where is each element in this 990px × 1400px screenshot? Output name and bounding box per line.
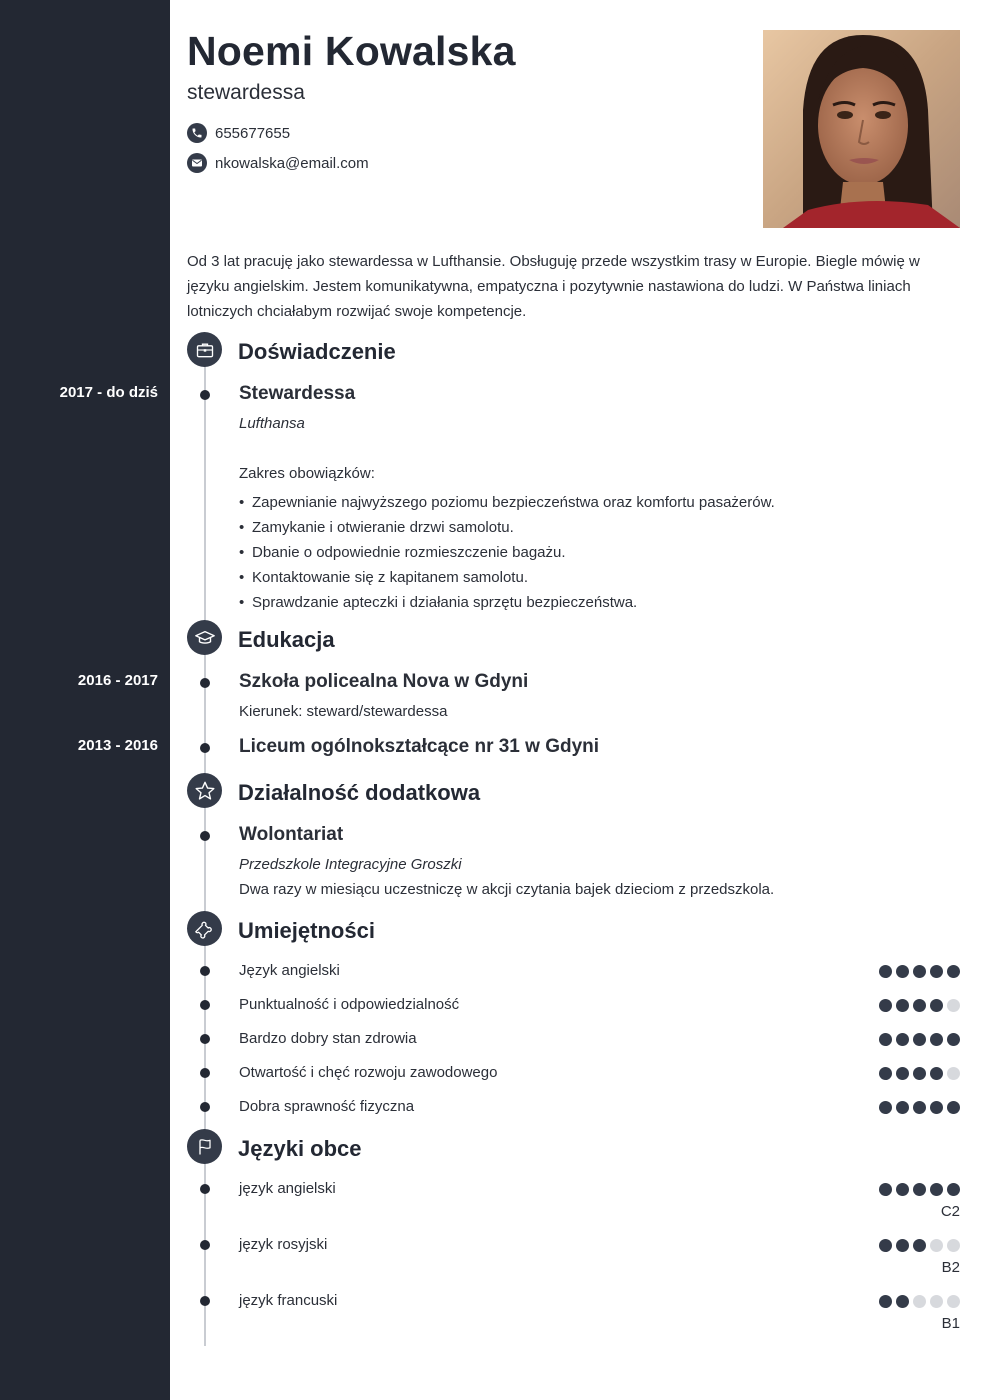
rating-dot-filled xyxy=(896,1101,909,1114)
skill-rating xyxy=(879,965,960,978)
rating-dot-empty xyxy=(947,1067,960,1080)
rating-dot-filled xyxy=(879,1067,892,1080)
rating-dot-empty xyxy=(930,1295,943,1308)
activity-description: Dwa razy w miesiącu uczestniczę w akcji czytania bajek dzieciom z przedszkola. xyxy=(239,881,775,898)
rating-dot-filled xyxy=(913,999,926,1012)
language-level: B2 xyxy=(941,1259,960,1276)
rating-dot-filled xyxy=(913,1183,926,1196)
rating-dot-empty xyxy=(913,1295,926,1308)
rating-dot-filled xyxy=(879,999,892,1012)
activity-title: Wolontariat xyxy=(239,824,344,845)
language-name: język rosyjski xyxy=(239,1236,328,1253)
profile-photo xyxy=(763,30,960,228)
skill-name: Otwartość i chęć rozwoju zawodowego xyxy=(239,1064,498,1081)
rating-dot-empty xyxy=(947,999,960,1012)
rating-dot-filled xyxy=(913,1101,926,1114)
phone-contact xyxy=(187,122,290,144)
email-contact xyxy=(187,152,369,174)
skill-rating xyxy=(879,1033,960,1046)
rating-dot-filled xyxy=(896,1183,909,1196)
skill-name: Język angielski xyxy=(239,962,340,979)
rating-dot-filled xyxy=(896,1033,909,1046)
timeline-dot xyxy=(200,831,210,841)
flag-icon xyxy=(187,1129,222,1164)
school-detail: Kierunek: steward/stewardessa xyxy=(239,703,448,720)
timeline-dot xyxy=(200,1240,210,1250)
activities-title: Działalność dodatkowa xyxy=(238,780,481,805)
languages-title: Języki obce xyxy=(238,1136,362,1161)
language-name: język francuski xyxy=(239,1292,338,1309)
rating-dot-filled xyxy=(947,1033,960,1046)
language-rating xyxy=(879,1183,960,1196)
list-item: • Zapewnianie najwyższego poziomu bezpieczeństwa oraz komfortu pasażerów. xyxy=(239,490,775,515)
rating-dot-filled xyxy=(896,965,909,978)
rating-dot-filled xyxy=(879,965,892,978)
rating-dot-filled xyxy=(896,1067,909,1080)
timeline-dot xyxy=(200,1296,210,1306)
rating-dot-empty xyxy=(947,1295,960,1308)
graduation-cap-icon xyxy=(187,620,222,655)
school-name: Szkoła policealna Nova w Gdyni xyxy=(239,671,529,692)
experience-title: Doświadczenie xyxy=(238,339,396,364)
profile-summary: Od 3 lat pracuję jako stewardessa w Lufthansie. Obsługuję przede wszystkim trasy w Europie. Biegle mówię w języku angielskim. Jestem komunikatywna, empatyczna i pozytywnie nastawiona do ludzi. W Państwa liniach lotniczych chciałabym rozwijać swoje kompetencje. xyxy=(187,253,920,320)
language-rating xyxy=(879,1295,960,1308)
rating-dot-filled xyxy=(896,1295,909,1308)
timeline-dot xyxy=(200,743,210,753)
skill-name: Punktualność i odpowiedzialność xyxy=(239,996,460,1013)
rating-dot-filled xyxy=(930,1033,943,1046)
job-title: stewardessa xyxy=(187,81,305,104)
rating-dot-filled xyxy=(879,1239,892,1252)
rating-dot-filled xyxy=(947,965,960,978)
timeline-dot xyxy=(200,1068,210,1078)
list-item: • Sprawdzanie apteczki i działania sprzętu bezpieczeństwa. xyxy=(239,590,775,615)
experience-position: Stewardessa xyxy=(239,383,356,404)
email-address[interactable]: nkowalska@email.com xyxy=(215,154,369,172)
rating-dot-empty xyxy=(930,1239,943,1252)
education-date: 2013 - 2016 xyxy=(77,737,158,754)
language-level: B1 xyxy=(941,1315,960,1332)
skill-rating xyxy=(879,999,960,1012)
timeline-dot xyxy=(200,1184,210,1194)
rating-dot-filled xyxy=(930,965,943,978)
rating-dot-filled xyxy=(930,1183,943,1196)
skill-name: Dobra sprawność fizyczna xyxy=(239,1098,415,1115)
school-name: Liceum ogólnokształcące nr 31 w Gdyni xyxy=(239,736,600,757)
language-level: C2 xyxy=(940,1203,960,1220)
rating-dot-filled xyxy=(879,1101,892,1114)
skill-name: Bardzo dobry stan zdrowia xyxy=(239,1030,417,1047)
experience-company: Lufthansa xyxy=(239,415,305,432)
phone-number[interactable]: 655677655 xyxy=(215,124,291,142)
list-item: • Zamykanie i otwieranie drzwi samolotu. xyxy=(239,515,775,540)
experience-date: 2017 - do dziś xyxy=(59,384,158,401)
rating-dot-filled xyxy=(913,1033,926,1046)
timeline-dot xyxy=(200,1000,210,1010)
education-title: Edukacja xyxy=(238,627,335,652)
language-rating xyxy=(879,1239,960,1252)
phone-icon xyxy=(187,123,207,143)
skill-rating xyxy=(879,1101,960,1114)
rating-dot-filled xyxy=(930,999,943,1012)
timeline-dot xyxy=(200,1102,210,1112)
rating-dot-filled xyxy=(913,1239,926,1252)
star-icon xyxy=(187,773,222,808)
rating-dot-empty xyxy=(947,1239,960,1252)
briefcase-icon xyxy=(187,332,222,367)
rating-dot-filled xyxy=(896,1239,909,1252)
duties-label: Zakres obowiązków: xyxy=(239,465,375,482)
rating-dot-filled xyxy=(930,1067,943,1080)
rating-dot-filled xyxy=(879,1033,892,1046)
timeline-dot xyxy=(200,1034,210,1044)
rating-dot-filled xyxy=(879,1295,892,1308)
rating-dot-filled xyxy=(896,999,909,1012)
skills-title: Umiejętności xyxy=(238,918,375,943)
timeline-dot xyxy=(200,390,210,400)
puzzle-icon xyxy=(187,911,222,946)
candidate-name: Noemi Kowalska xyxy=(187,28,516,74)
rating-dot-filled xyxy=(879,1183,892,1196)
envelope-icon xyxy=(187,153,207,173)
skill-rating xyxy=(879,1067,960,1080)
rating-dot-filled xyxy=(930,1101,943,1114)
rating-dot-filled xyxy=(913,965,926,978)
list-item: • Dbanie o odpowiednie rozmieszczenie bagażu. xyxy=(239,540,775,565)
rating-dot-filled xyxy=(947,1183,960,1196)
rating-dot-filled xyxy=(913,1067,926,1080)
timeline-dot xyxy=(200,678,210,688)
timeline-line xyxy=(204,350,206,1346)
activity-organization: Przedszkole Integracyjne Groszki xyxy=(239,856,462,873)
rating-dot-filled xyxy=(947,1101,960,1114)
education-date: 2016 - 2017 xyxy=(77,672,158,689)
list-item: • Kontaktowanie się z kapitanem samolotu. xyxy=(239,565,775,590)
language-name: język angielski xyxy=(239,1180,336,1197)
duties-list xyxy=(239,490,775,615)
timeline-dot xyxy=(200,966,210,976)
